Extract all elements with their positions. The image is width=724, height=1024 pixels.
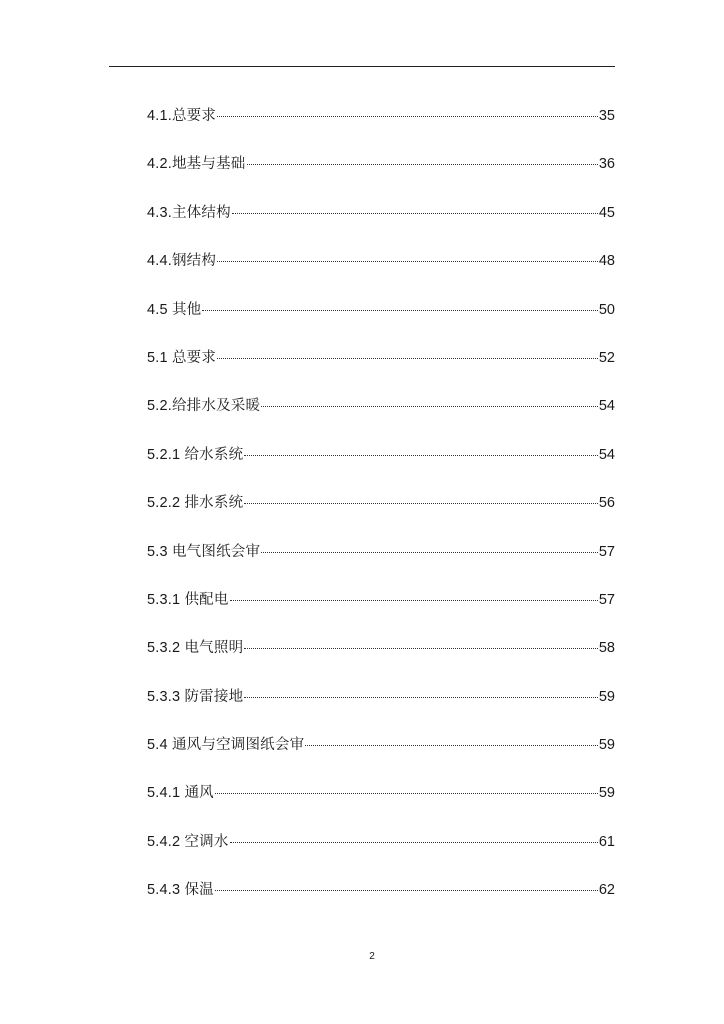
toc-entry-page: 59 xyxy=(598,785,615,802)
toc-entry-page: 54 xyxy=(598,398,615,415)
toc-entry[interactable] xyxy=(147,685,615,733)
toc-entry-title: 5.3.1 供配电 xyxy=(147,591,229,608)
toc-entry-title: 4.1.总要求 xyxy=(147,108,217,124)
toc-entry-title: 5.4.3 保温 xyxy=(147,882,214,899)
toc-entry-title: 5.2.2 排水系统 xyxy=(147,495,244,512)
toc-dot-leader xyxy=(244,697,598,698)
toc-dot-leader xyxy=(261,406,598,407)
toc-entry[interactable] xyxy=(147,491,615,539)
toc-entry-title: 4.3.主体结构 xyxy=(147,204,231,221)
toc-entry[interactable] xyxy=(147,781,615,829)
toc-dot-leader xyxy=(230,842,598,843)
toc-entry[interactable] xyxy=(147,636,615,684)
toc-entry-page: 36 xyxy=(598,156,615,173)
header-rule xyxy=(109,66,615,67)
toc-entry-title: 5.4 通风与空调图纸会审 xyxy=(147,737,305,754)
toc-dot-leader xyxy=(215,890,598,891)
toc-dot-leader xyxy=(244,455,598,456)
toc-entry-title: 5.1 总要求 xyxy=(147,349,217,366)
toc-dot-leader xyxy=(202,310,597,311)
toc-entry-title: 5.3.3 防雷接地 xyxy=(147,688,244,705)
toc-entry[interactable] xyxy=(147,201,615,249)
toc-entry-page: 35 xyxy=(598,108,615,124)
toc-entry-title: 5.4.2 空调水 xyxy=(147,833,229,850)
toc-entry[interactable] xyxy=(147,878,615,926)
toc-entry[interactable] xyxy=(147,298,615,346)
toc-dot-leader xyxy=(215,793,598,794)
toc-dot-leader xyxy=(217,116,598,117)
toc-entry-title: 5.3.2 电气照明 xyxy=(147,640,244,657)
toc-entry-title: 4.5 其他 xyxy=(147,301,202,318)
toc-entry-page: 45 xyxy=(598,204,615,221)
toc-dot-leader xyxy=(230,600,598,601)
toc-entry-title: 4.4.钢结构 xyxy=(147,253,217,270)
toc-dot-leader xyxy=(247,164,598,165)
toc-entry-page: 48 xyxy=(598,253,615,270)
toc-entry-page: 57 xyxy=(598,543,615,560)
toc-dot-leader xyxy=(305,745,598,746)
toc-entry[interactable] xyxy=(147,733,615,781)
toc-entry-page: 59 xyxy=(598,737,615,754)
toc-dot-leader xyxy=(217,358,598,359)
toc-dot-leader xyxy=(261,552,598,553)
toc-entry[interactable] xyxy=(147,588,615,636)
toc-entry-page: 62 xyxy=(598,882,615,899)
toc-entry-page: 61 xyxy=(598,833,615,850)
toc-entry-page: 50 xyxy=(598,301,615,318)
toc-entry[interactable] xyxy=(147,249,615,297)
toc-entry[interactable] xyxy=(147,443,615,491)
toc-entry[interactable] xyxy=(147,152,615,200)
toc-entry[interactable] xyxy=(147,540,615,588)
toc-entry-page: 57 xyxy=(598,591,615,608)
toc-dot-leader xyxy=(232,213,598,214)
toc-entry[interactable] xyxy=(147,104,615,152)
toc-entry-page: 58 xyxy=(598,640,615,657)
toc-dot-leader xyxy=(244,503,598,504)
toc-dot-leader xyxy=(244,648,598,649)
toc-entry-page: 59 xyxy=(598,688,615,705)
toc-entry-title: 5.2.1 给水系统 xyxy=(147,446,244,463)
table-of-contents xyxy=(147,104,615,927)
toc-entry-title: 5.2.给排水及采暖 xyxy=(147,398,261,415)
toc-entry[interactable] xyxy=(147,394,615,442)
toc-entry-title: 5.4.1 通风 xyxy=(147,785,214,802)
toc-entry-page: 52 xyxy=(598,349,615,366)
toc-entry[interactable] xyxy=(147,346,615,394)
toc-entry[interactable] xyxy=(147,830,615,878)
toc-entry-page: 56 xyxy=(598,495,615,512)
page-number: 2 xyxy=(369,951,375,962)
toc-entry-page: 54 xyxy=(598,446,615,463)
toc-entry-title: 4.2.地基与基础 xyxy=(147,156,246,173)
toc-entry-title: 5.3 电气图纸会审 xyxy=(147,543,261,560)
toc-dot-leader xyxy=(217,261,598,262)
